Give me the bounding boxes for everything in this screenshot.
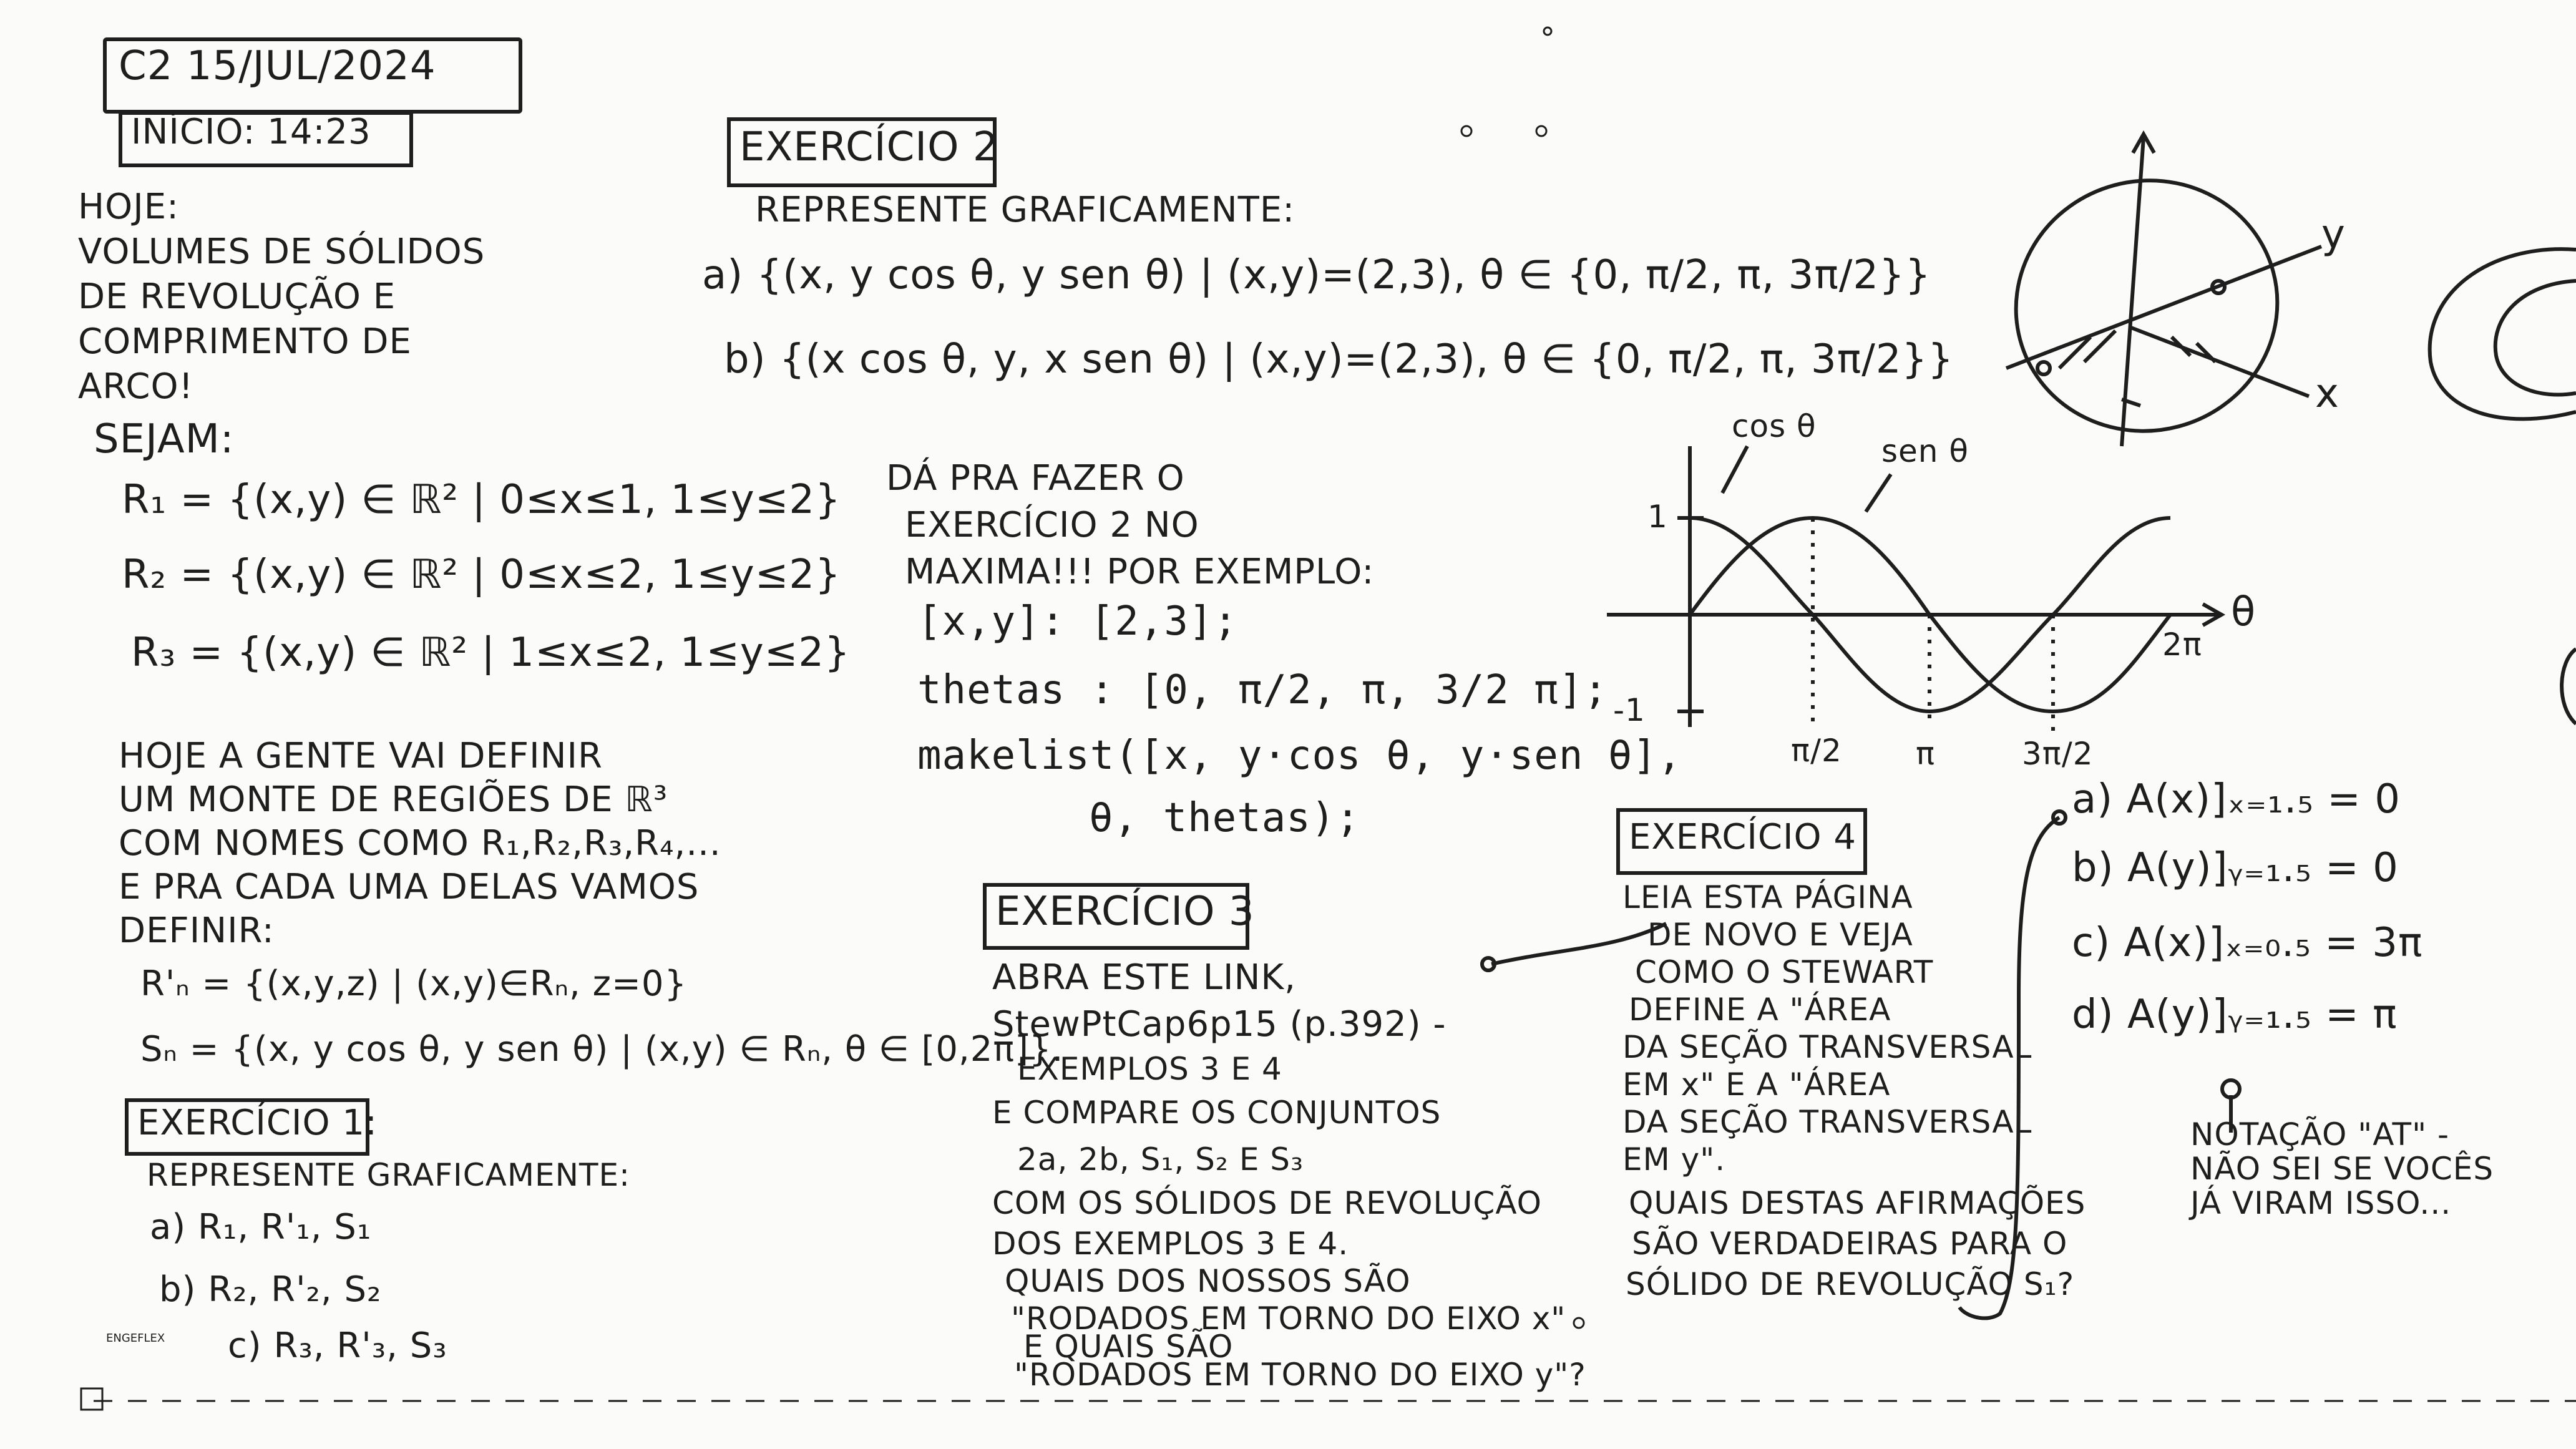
sen-label: sen θ (1881, 433, 1969, 469)
graph-two-pi-label: 2π (2162, 627, 2202, 663)
circle-sketch (1988, 151, 2305, 460)
intro-line: HOJE: (78, 187, 179, 227)
region-R1: R₁ = {(x,y) ∈ ℝ² | 0≤x≤1, 1≤y≤2} (122, 477, 841, 523)
maxima-line: EXERCÍCIO 2 NO (905, 505, 1199, 545)
statement-c: c) A(x)]ₓ₌₀.₅ = 3π (2072, 920, 2423, 966)
graph-tick-label: π/2 (1791, 733, 1842, 769)
notation-note-line: NOTAÇÃO "AT" - (2190, 1116, 2450, 1153)
ex4-line: DA SEÇÃO TRANSVERSAL (1622, 1104, 2032, 1140)
partial-solid-sketch (2430, 249, 2576, 724)
statement-b: b) A(y)]ᵧ₌₁.₅ = 0 (2072, 845, 2399, 891)
ex3-line: ABRA ESTE LINK, (992, 957, 1296, 998)
ex3-line: 2a, 2b, S₁, S₂ E S₃ (1017, 1141, 1304, 1178)
ex2-title: EXERCÍCIO 2 (739, 124, 999, 170)
ex4-line: SÓLIDO DE REVOLUÇÃO S₁? (1626, 1266, 2075, 1302)
intro-line: DE REVOLUÇÃO E (78, 276, 396, 317)
sn-definition: Sₙ = {(x, y cos θ, y sen θ) | (x,y) ∈ Rₙ, θ ∈ [0,2π]}. (140, 1029, 1064, 1070)
ex1-item: a) R₁, R'₁, S₁ (150, 1207, 372, 1247)
ex3-line: EXEMPLOS 3 E 4 (1017, 1051, 1282, 1087)
ex3-line: QUAIS DOS NOSSOS SÃO (1005, 1263, 1411, 1299)
ex3-line: StewPtCap6p15 (p.392) - (992, 1004, 1447, 1045)
graph-tick-label: 3π/2 (2022, 736, 2094, 772)
maxima-line: DÁ PRA FAZER O (886, 458, 1185, 499)
region-R3: R₃ = {(x,y) ∈ ℝ² | 1≤x≤2, 1≤y≤2} (131, 630, 851, 676)
ex1-item: c) R₃, R'₃, S₃ (228, 1325, 447, 1366)
graph-one-label: 1 (1647, 499, 1668, 535)
corner-logo: ENGEFLEX (106, 1332, 165, 1345)
ex4-line: EM y". (1622, 1141, 1726, 1178)
ex3-title: EXERCÍCIO 3 (995, 889, 1255, 935)
ex3-line: "RODADOS EM TORNO DO EIXO x" (1011, 1300, 1566, 1337)
ex4-line: DEFINE A "ÁREA (1629, 992, 1891, 1028)
ex2-item-b: b) {(x cos θ, y, x sen θ) | (x,y)=(2,3), θ ∈ {0, π/2, π, 3π/2}} (724, 336, 1954, 383)
intro-line: ARCO! (78, 366, 194, 407)
cos-label: cos θ (1732, 408, 1817, 444)
graph-minus-one-label: -1 (1613, 692, 1646, 728)
header-date: C2 15/JUL/2024 (119, 43, 436, 89)
ex4-line: DA SEÇÃO TRANSVERSAL (1622, 1029, 2032, 1065)
rn-prime-definition: R'ₙ = {(x,y,z) | (x,y)∈Rₙ, z=0} (140, 964, 688, 1004)
sejam-label: SEJAM: (94, 416, 235, 462)
maxima-code-line: θ, thetas); (1089, 795, 1360, 841)
maxima-code-line: makelist([x, y·cos θ, y·sen θ], (917, 733, 1682, 779)
ex3-line: COM OS SÓLIDOS DE REVOLUÇÃO (992, 1185, 1543, 1221)
maxima-code-line: [x,y]: [2,3]; (917, 598, 1238, 645)
ex2-item-a: a) {(x, y cos θ, y sen θ) | (x,y)=(2,3), θ ∈ {0, π/2, π, 3π/2}} (702, 252, 1931, 298)
notation-note-line: JÁ VIRAM ISSO... (2190, 1185, 2452, 1221)
maxima-code-line: thetas : [0, π/2, π, 3/2 π]; (917, 667, 1608, 713)
x-axis-3d (2131, 328, 2309, 396)
ex1-instruction: REPRESENTE GRAFICAMENTE: (147, 1157, 630, 1193)
notation-note-line: NÃO SEI SE VOCÊS (2190, 1151, 2494, 1187)
trig-graph (1607, 446, 2222, 736)
axis-y-label: y (2321, 212, 2346, 258)
statement-a: a) A(x)]ₓ₌₁.₅ = 0 (2072, 776, 2401, 822)
define-line: HOJE A GENTE VAI DEFINIR (119, 736, 603, 776)
ex2-instruction: REPRESENTE GRAFICAMENTE: (755, 190, 1295, 230)
intro-line: VOLUMES DE SÓLIDOS (78, 232, 485, 272)
define-line: COM NOMES COMO R₁,R₂,R₃,R₄,... (119, 823, 721, 864)
ex3-line: DOS EXEMPLOS 3 E 4. (992, 1226, 1349, 1262)
ex4-line: EM x" E A "ÁREA (1622, 1066, 1891, 1103)
region-R2: R₂ = {(x,y) ∈ ℝ² | 0≤x≤2, 1≤y≤2} (122, 552, 841, 598)
ex1-title: EXERCÍCIO 1: (137, 1103, 378, 1143)
header-start-time: INÍCIO: 14:23 (131, 112, 371, 152)
maxima-line: MAXIMA!!! POR EXEMPLO: (905, 552, 1375, 592)
intro-line: COMPRIMENTO DE (78, 321, 412, 362)
ex4-line: SÃO VERDADEIRAS PARA O (1632, 1226, 2068, 1262)
define-line: E PRA CADA UMA DELAS VAMOS (119, 867, 700, 907)
y-axis-3d (2006, 246, 2321, 368)
define-line: UM MONTE DE REGIÕES DE ℝ³ (119, 779, 668, 820)
ex1-item: b) R₂, R'₂, S₂ (159, 1269, 382, 1310)
graph-tick-label: π (1916, 736, 1936, 772)
ex4-line: DE NOVO E VEJA (1647, 917, 1913, 953)
ex4-line: QUAIS DESTAS AFIRMAÇÕES (1629, 1185, 2086, 1221)
ex4-line: LEIA ESTA PÁGINA (1622, 879, 1913, 915)
ex3-line: E QUAIS SÃO (1023, 1329, 1234, 1365)
ex3-line: "RODADOS EM TORNO DO EIXO y"? (1014, 1357, 1586, 1393)
define-line: DEFINIR: (119, 910, 275, 951)
graph-theta-label: θ (2231, 589, 2256, 635)
axis-x-label: x (2315, 371, 2339, 417)
3d-axes-sketch (1988, 134, 2321, 461)
ex3-line: E COMPARE OS CONJUNTOS (992, 1095, 1442, 1131)
statement-d: d) A(y)]ᵧ₌₁.₅ = π (2072, 992, 2398, 1038)
ex4-title: EXERCÍCIO 4 (1629, 817, 1856, 857)
ex4-line: COMO O STEWART (1635, 954, 1934, 990)
